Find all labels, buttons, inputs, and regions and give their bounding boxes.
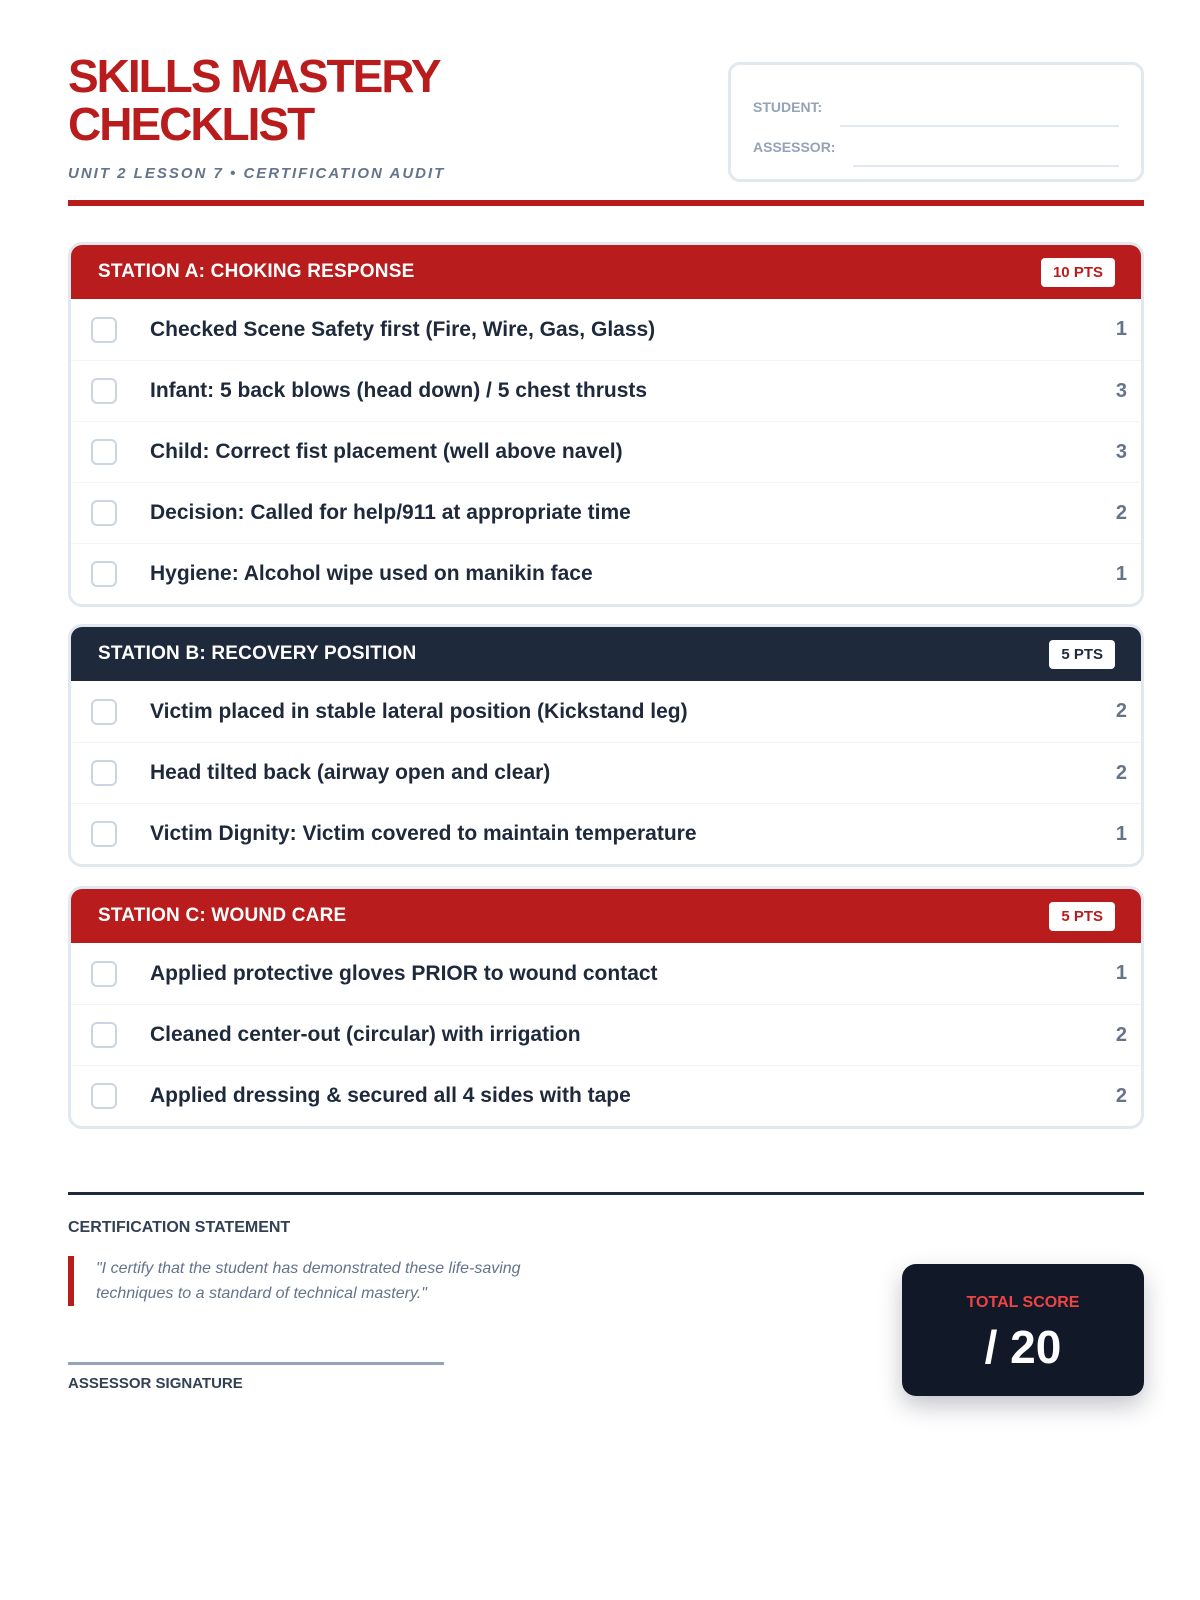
- title-line-2: CHECKLIST: [68, 98, 314, 150]
- station-title: STATION C: WOUND CARE: [98, 905, 347, 926]
- item-checkbox[interactable]: [91, 961, 117, 987]
- station-points-badge: 5 PTS: [1049, 902, 1115, 931]
- student-field[interactable]: [840, 99, 1119, 127]
- item-text: Head tilted back (airway open and clear): [150, 761, 551, 784]
- footer-divider: [68, 1192, 1144, 1195]
- item-points: 1: [1115, 962, 1127, 984]
- signature-label: ASSESSOR SIGNATURE: [68, 1375, 243, 1392]
- item-text: Applied dressing & secured all 4 sides with tape: [150, 1084, 631, 1107]
- checklist-item: [71, 1065, 1141, 1126]
- item-points: 2: [1115, 700, 1127, 722]
- header-divider: [68, 200, 1144, 206]
- item-points: 2: [1115, 761, 1127, 784]
- item-checkbox[interactable]: [91, 760, 117, 786]
- item-points: 1: [1115, 562, 1127, 585]
- station-title: STATION B: RECOVERY POSITION: [98, 643, 417, 664]
- item-checkbox[interactable]: [91, 317, 117, 343]
- item-points: 2: [1115, 1023, 1127, 1046]
- signature-line[interactable]: [68, 1362, 444, 1365]
- checklist-item: [71, 299, 1141, 360]
- item-text: Victim Dignity: Victim covered to maintain temperature: [150, 822, 697, 845]
- item-text: Hygiene: Alcohol wipe used on manikin face: [150, 562, 593, 585]
- checklist-item: [71, 543, 1141, 604]
- checklist-item: [71, 360, 1141, 421]
- item-checkbox[interactable]: [91, 561, 117, 587]
- header: [68, 52, 1144, 208]
- checklist-item: [71, 421, 1141, 482]
- item-checkbox[interactable]: [91, 378, 117, 404]
- page-subtitle: UNIT 2 LESSON 7 • CERTIFICATION AUDIT: [68, 165, 446, 182]
- station-points-badge: 5 PTS: [1049, 640, 1115, 669]
- item-points: 3: [1115, 440, 1127, 463]
- page-title: [68, 52, 588, 148]
- item-checkbox[interactable]: [91, 821, 117, 847]
- total-score-label: TOTAL SCORE: [966, 1294, 1080, 1311]
- checklist-item: [71, 681, 1141, 742]
- total-score-box: [902, 1264, 1144, 1396]
- item-checkbox[interactable]: [91, 1022, 117, 1048]
- station-header: [71, 627, 1141, 681]
- item-text: Child: Correct fist placement (well above navel): [150, 440, 623, 463]
- item-text: Checked Scene Safety first (Fire, Wire, Gas, Glass): [150, 317, 656, 341]
- checklist-item: [71, 482, 1141, 543]
- checklist-item: [71, 1004, 1141, 1065]
- station-points-badge: 10 PTS: [1041, 258, 1115, 287]
- assessor-label: ASSESSOR:: [753, 139, 836, 155]
- station-a: [68, 242, 1144, 607]
- checklist-item: [71, 943, 1141, 1004]
- item-text: Victim placed in stable lateral position (Kickstand leg): [150, 699, 688, 723]
- item-checkbox[interactable]: [91, 439, 117, 465]
- item-text: Infant: 5 back blows (head down) / 5 chest thrusts: [150, 379, 648, 402]
- student-row: [753, 87, 1119, 127]
- item-text: Decision: Called for help/911 at appropriate time: [150, 501, 631, 524]
- item-points: 2: [1115, 501, 1127, 524]
- identity-box: [728, 62, 1144, 182]
- assessor-row: [753, 127, 1119, 167]
- station-header: [71, 889, 1141, 943]
- student-label: STUDENT:: [753, 99, 823, 115]
- checklist-item: [71, 803, 1141, 864]
- station-c: [68, 886, 1144, 1129]
- item-checkbox[interactable]: [91, 1083, 117, 1109]
- item-checkbox[interactable]: [91, 500, 117, 526]
- station-title: STATION A: CHOKING RESPONSE: [98, 261, 415, 282]
- assessor-field[interactable]: [853, 139, 1119, 167]
- item-text: Cleaned center-out (circular) with irrigation: [150, 1023, 581, 1046]
- station-header: [71, 245, 1141, 299]
- station-b: [68, 624, 1144, 867]
- item-points: 1: [1115, 318, 1127, 340]
- item-text: Applied protective gloves PRIOR to wound contact: [150, 961, 658, 985]
- checklist-item: [71, 742, 1141, 803]
- item-points: 3: [1115, 379, 1127, 402]
- certification-label: CERTIFICATION STATEMENT: [68, 1219, 291, 1236]
- total-score-value: / 20: [984, 1321, 1062, 1373]
- item-checkbox[interactable]: [91, 699, 117, 725]
- title-line-1: SKILLS MASTERY: [68, 50, 440, 102]
- item-points: 2: [1115, 1084, 1127, 1107]
- certification-quote: "I certify that the student has demonstrated these life-saving techniques to a standard of technical mastery.": [68, 1256, 588, 1306]
- item-points: 1: [1115, 822, 1127, 845]
